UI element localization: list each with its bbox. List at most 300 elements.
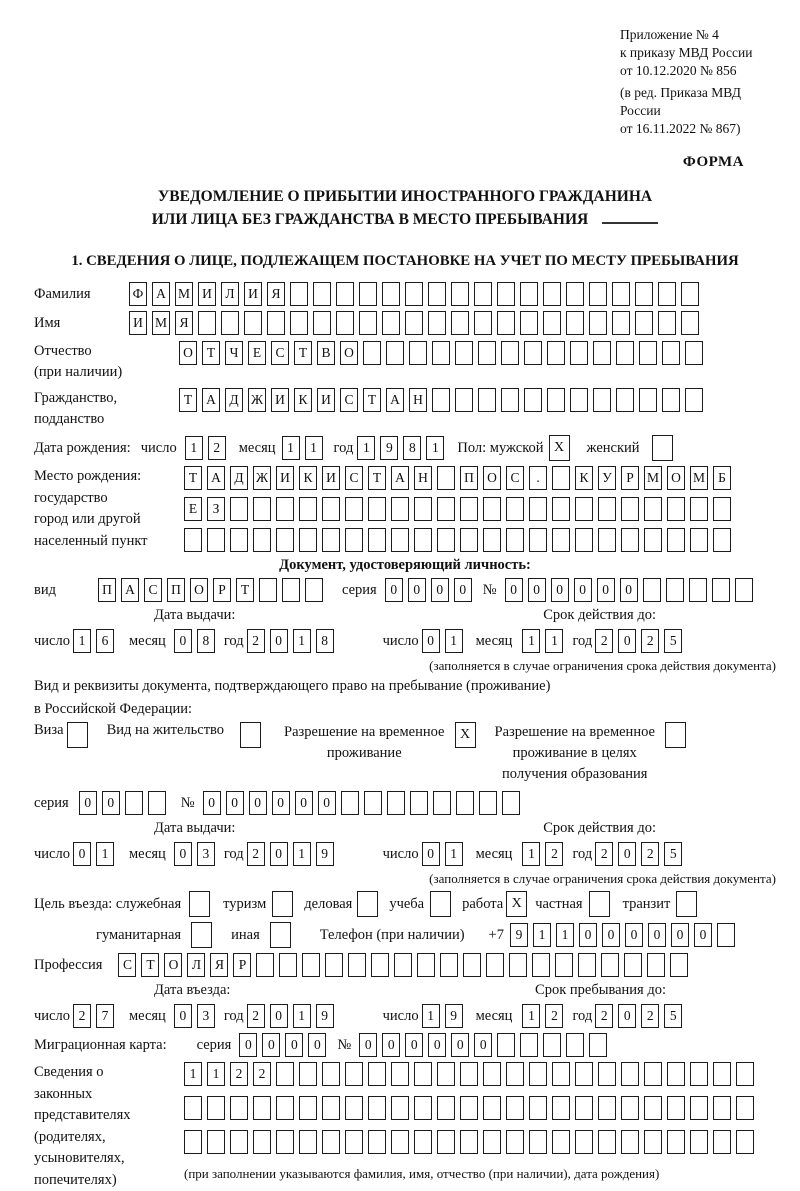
birth-day-cell-2[interactable]: 2 bbox=[208, 436, 226, 460]
legal-reps-line2-cell-8[interactable] bbox=[345, 1096, 363, 1120]
doc-valid-year-cell-1[interactable]: 2 bbox=[595, 629, 613, 653]
phone-cell-6[interactable]: 0 bbox=[625, 923, 643, 947]
birthplace-line1-cell-8[interactable]: С bbox=[345, 466, 363, 490]
legal-reps-line3-cell-10[interactable] bbox=[391, 1130, 409, 1154]
citizenship-cell-18[interactable] bbox=[570, 388, 588, 412]
given-name-cell-1[interactable]: И bbox=[129, 311, 147, 335]
profession-cell-4[interactable]: Л bbox=[187, 953, 205, 977]
profession-cell-10[interactable] bbox=[325, 953, 343, 977]
legal-reps-line3-cell-13[interactable] bbox=[460, 1130, 478, 1154]
migration-number-cell-5[interactable]: 0 bbox=[451, 1033, 469, 1057]
birthplace-line2-cell-9[interactable] bbox=[368, 497, 386, 521]
surname-cell-1[interactable]: Ф bbox=[129, 282, 147, 306]
given-name-cell-11[interactable] bbox=[359, 311, 377, 335]
migration-number-cell-1[interactable]: 0 bbox=[359, 1033, 377, 1057]
legal-reps-line1-cell-10[interactable] bbox=[391, 1062, 409, 1086]
migration-series-cell-4[interactable]: 0 bbox=[308, 1033, 326, 1057]
birthplace-line3-cell-3[interactable] bbox=[230, 528, 248, 552]
permit-issue-day-cell-1[interactable]: 0 bbox=[73, 842, 91, 866]
citizenship-cell-21[interactable] bbox=[639, 388, 657, 412]
migration-series-cell-2[interactable]: 0 bbox=[262, 1033, 280, 1057]
permit-valid-year-cell-1[interactable]: 2 bbox=[595, 842, 613, 866]
phone-cell-5[interactable]: 0 bbox=[602, 923, 620, 947]
citizenship-cell-22[interactable] bbox=[662, 388, 680, 412]
permit-number-cell-1[interactable]: 0 bbox=[203, 791, 221, 815]
birthplace-line1-cell-20[interactable]: Р bbox=[621, 466, 639, 490]
birthplace-line2-cell-3[interactable] bbox=[230, 497, 248, 521]
birthplace-line1-cell-3[interactable]: Д bbox=[230, 466, 248, 490]
birthplace-line2-cell-16[interactable] bbox=[529, 497, 547, 521]
given-name-cell-23[interactable] bbox=[635, 311, 653, 335]
citizenship-cell-23[interactable] bbox=[685, 388, 703, 412]
permit-number-cell-10[interactable] bbox=[410, 791, 428, 815]
birthplace-line3-cell-14[interactable] bbox=[483, 528, 501, 552]
purpose-turizm-checkbox[interactable] bbox=[272, 891, 293, 917]
legal-reps-line3-cell-11[interactable] bbox=[414, 1130, 432, 1154]
birthplace-line3-cell-15[interactable] bbox=[506, 528, 524, 552]
legal-reps-line1-cell-19[interactable] bbox=[598, 1062, 616, 1086]
surname-cell-24[interactable] bbox=[658, 282, 676, 306]
birth-year-cell-4[interactable]: 1 bbox=[426, 436, 444, 460]
birthplace-line1-cell-13[interactable]: П bbox=[460, 466, 478, 490]
doc-issue-month-cell-1[interactable]: 0 bbox=[174, 629, 192, 653]
surname-cell-18[interactable] bbox=[520, 282, 538, 306]
birthplace-line1-cell-5[interactable]: И bbox=[276, 466, 294, 490]
profession-cell-22[interactable] bbox=[601, 953, 619, 977]
profession-cell-23[interactable] bbox=[624, 953, 642, 977]
given-name-cell-10[interactable] bbox=[336, 311, 354, 335]
surname-cell-3[interactable]: М bbox=[175, 282, 193, 306]
birthplace-line1-cell-7[interactable]: И bbox=[322, 466, 340, 490]
birthplace-line1-cell-23[interactable]: М bbox=[690, 466, 708, 490]
permit-number-cell-7[interactable] bbox=[341, 791, 359, 815]
legal-reps-line3-cell-3[interactable] bbox=[230, 1130, 248, 1154]
legal-reps-line3-cell-25[interactable] bbox=[736, 1130, 754, 1154]
doc-number-cell-1[interactable]: 0 bbox=[505, 578, 523, 602]
citizenship-cell-13[interactable] bbox=[455, 388, 473, 412]
purpose-rabota-checkbox[interactable]: X bbox=[506, 891, 527, 917]
legal-reps-line2-cell-10[interactable] bbox=[391, 1096, 409, 1120]
migration-number-cell-7[interactable] bbox=[497, 1033, 515, 1057]
migration-number-cell-8[interactable] bbox=[520, 1033, 538, 1057]
profession-cell-6[interactable]: Р bbox=[233, 953, 251, 977]
sex-male-checkbox[interactable]: X bbox=[549, 435, 570, 461]
purpose-chastnaya-checkbox[interactable] bbox=[589, 891, 610, 917]
birthplace-line1-cell-10[interactable]: А bbox=[391, 466, 409, 490]
given-name-cell-4[interactable] bbox=[198, 311, 216, 335]
given-name-cell-12[interactable] bbox=[382, 311, 400, 335]
surname-cell-23[interactable] bbox=[635, 282, 653, 306]
migration-number-cell-2[interactable]: 0 bbox=[382, 1033, 400, 1057]
legal-reps-line3-cell-5[interactable] bbox=[276, 1130, 294, 1154]
birthplace-line1-cell-9[interactable]: Т bbox=[368, 466, 386, 490]
birthplace-line2-cell-4[interactable] bbox=[253, 497, 271, 521]
birthplace-line2-cell-6[interactable] bbox=[299, 497, 317, 521]
birthplace-line3-cell-20[interactable] bbox=[621, 528, 639, 552]
legal-reps-line3-cell-20[interactable] bbox=[621, 1130, 639, 1154]
birthplace-line3-cell-13[interactable] bbox=[460, 528, 478, 552]
doc-issue-year-cell-4[interactable]: 8 bbox=[316, 629, 334, 653]
birthplace-line3-cell-24[interactable] bbox=[713, 528, 731, 552]
permit-series-cell-3[interactable] bbox=[125, 791, 143, 815]
birth-day-cell-1[interactable]: 1 bbox=[185, 436, 203, 460]
permit-number-cell-6[interactable]: 0 bbox=[318, 791, 336, 815]
surname-cell-13[interactable] bbox=[405, 282, 423, 306]
migration-number-cell-9[interactable] bbox=[543, 1033, 561, 1057]
doc-issue-month-cell-2[interactable]: 8 bbox=[197, 629, 215, 653]
patronymic-cell-20[interactable] bbox=[616, 341, 634, 365]
birth-month-cell-2[interactable]: 1 bbox=[305, 436, 323, 460]
doc-number-cell-3[interactable]: 0 bbox=[551, 578, 569, 602]
permit-valid-year-cell-2[interactable]: 0 bbox=[618, 842, 636, 866]
legal-reps-line2-cell-19[interactable] bbox=[598, 1096, 616, 1120]
migration-number-cell-11[interactable] bbox=[589, 1033, 607, 1057]
citizenship-cell-6[interactable]: К bbox=[294, 388, 312, 412]
birthplace-line2-cell-14[interactable] bbox=[483, 497, 501, 521]
profession-cell-3[interactable]: О bbox=[164, 953, 182, 977]
sex-female-checkbox[interactable] bbox=[652, 435, 673, 461]
permit-number-cell-3[interactable]: 0 bbox=[249, 791, 267, 815]
given-name-cell-16[interactable] bbox=[474, 311, 492, 335]
patronymic-cell-14[interactable] bbox=[478, 341, 496, 365]
legal-reps-line3-cell-16[interactable] bbox=[529, 1130, 547, 1154]
doc-issue-day-cell-1[interactable]: 1 bbox=[73, 629, 91, 653]
stay-month-cell-2[interactable]: 2 bbox=[545, 1004, 563, 1028]
birthplace-line2-cell-2[interactable]: З bbox=[207, 497, 225, 521]
birthplace-line3-cell-5[interactable] bbox=[276, 528, 294, 552]
birthplace-line1-cell-21[interactable]: М bbox=[644, 466, 662, 490]
birthplace-line1-cell-4[interactable]: Ж bbox=[253, 466, 271, 490]
legal-reps-line2-cell-13[interactable] bbox=[460, 1096, 478, 1120]
birthplace-line2-cell-17[interactable] bbox=[552, 497, 570, 521]
permit-number-cell-2[interactable]: 0 bbox=[226, 791, 244, 815]
profession-cell-2[interactable]: Т bbox=[141, 953, 159, 977]
doc-series-cell-3[interactable]: 0 bbox=[431, 578, 449, 602]
birthplace-line1-cell-14[interactable]: О bbox=[483, 466, 501, 490]
phone-cell-1[interactable]: 9 bbox=[510, 923, 528, 947]
surname-cell-14[interactable] bbox=[428, 282, 446, 306]
birthplace-line3-cell-10[interactable] bbox=[391, 528, 409, 552]
patronymic-cell-11[interactable] bbox=[409, 341, 427, 365]
given-name-cell-19[interactable] bbox=[543, 311, 561, 335]
birthplace-line2-cell-7[interactable] bbox=[322, 497, 340, 521]
given-name-cell-14[interactable] bbox=[428, 311, 446, 335]
legal-reps-line1-cell-21[interactable] bbox=[644, 1062, 662, 1086]
permit-issue-year-cell-3[interactable]: 1 bbox=[293, 842, 311, 866]
given-name-cell-3[interactable]: Я bbox=[175, 311, 193, 335]
citizenship-cell-2[interactable]: А bbox=[202, 388, 220, 412]
legal-reps-line1-cell-4[interactable]: 2 bbox=[253, 1062, 271, 1086]
permit-issue-year-cell-4[interactable]: 9 bbox=[316, 842, 334, 866]
entry-year-cell-4[interactable]: 9 bbox=[316, 1004, 334, 1028]
profession-cell-12[interactable] bbox=[371, 953, 389, 977]
permit-number-cell-8[interactable] bbox=[364, 791, 382, 815]
purpose-ucheba-checkbox[interactable] bbox=[430, 891, 451, 917]
entry-month-cell-1[interactable]: 0 bbox=[174, 1004, 192, 1028]
patronymic-cell-5[interactable]: С bbox=[271, 341, 289, 365]
doc-number-cell-11[interactable] bbox=[735, 578, 753, 602]
legal-reps-line2-cell-23[interactable] bbox=[690, 1096, 708, 1120]
permit-valid-day-cell-1[interactable]: 0 bbox=[422, 842, 440, 866]
doc-valid-day-cell-2[interactable]: 1 bbox=[445, 629, 463, 653]
birthplace-line3-cell-16[interactable] bbox=[529, 528, 547, 552]
birthplace-line2-cell-24[interactable] bbox=[713, 497, 731, 521]
legal-reps-line3-cell-4[interactable] bbox=[253, 1130, 271, 1154]
surname-cell-21[interactable] bbox=[589, 282, 607, 306]
legal-reps-line1-cell-8[interactable] bbox=[345, 1062, 363, 1086]
legal-reps-line1-cell-12[interactable] bbox=[437, 1062, 455, 1086]
legal-reps-line3-cell-8[interactable] bbox=[345, 1130, 363, 1154]
legal-reps-line1-cell-13[interactable] bbox=[460, 1062, 478, 1086]
legal-reps-line3-cell-1[interactable] bbox=[184, 1130, 202, 1154]
birthplace-line2-cell-12[interactable] bbox=[437, 497, 455, 521]
surname-cell-19[interactable] bbox=[543, 282, 561, 306]
permit-series-cell-2[interactable]: 0 bbox=[102, 791, 120, 815]
birthplace-line1-cell-17[interactable] bbox=[552, 466, 570, 490]
birthplace-line1-cell-15[interactable]: С bbox=[506, 466, 524, 490]
birthplace-line1-cell-1[interactable]: Т bbox=[184, 466, 202, 490]
profession-cell-16[interactable] bbox=[463, 953, 481, 977]
legal-reps-line3-cell-12[interactable] bbox=[437, 1130, 455, 1154]
purpose-delovaya-checkbox[interactable] bbox=[357, 891, 378, 917]
entry-year-cell-2[interactable]: 0 bbox=[270, 1004, 288, 1028]
birthplace-line3-cell-2[interactable] bbox=[207, 528, 225, 552]
permit-valid-year-cell-4[interactable]: 5 bbox=[664, 842, 682, 866]
legal-reps-line2-cell-12[interactable] bbox=[437, 1096, 455, 1120]
patronymic-cell-13[interactable] bbox=[455, 341, 473, 365]
birthplace-line1-cell-19[interactable]: У bbox=[598, 466, 616, 490]
given-name-cell-15[interactable] bbox=[451, 311, 469, 335]
stay-day-cell-1[interactable]: 1 bbox=[422, 1004, 440, 1028]
profession-cell-11[interactable] bbox=[348, 953, 366, 977]
purpose-gumanitarnaya-checkbox[interactable] bbox=[191, 922, 212, 948]
birthplace-line3-cell-4[interactable] bbox=[253, 528, 271, 552]
stay-year-cell-2[interactable]: 0 bbox=[618, 1004, 636, 1028]
patronymic-cell-4[interactable]: Е bbox=[248, 341, 266, 365]
legal-reps-line1-cell-9[interactable] bbox=[368, 1062, 386, 1086]
birthplace-line3-cell-6[interactable] bbox=[299, 528, 317, 552]
doc-valid-year-cell-3[interactable]: 2 bbox=[641, 629, 659, 653]
legal-reps-line1-cell-20[interactable] bbox=[621, 1062, 639, 1086]
citizenship-cell-19[interactable] bbox=[593, 388, 611, 412]
stay-year-cell-1[interactable]: 2 bbox=[595, 1004, 613, 1028]
citizenship-cell-1[interactable]: Т bbox=[179, 388, 197, 412]
birthplace-line2-cell-11[interactable] bbox=[414, 497, 432, 521]
purpose-sluzhebnaya-checkbox[interactable] bbox=[189, 891, 210, 917]
citizenship-cell-15[interactable] bbox=[501, 388, 519, 412]
doc-type-cell-5[interactable]: О bbox=[190, 578, 208, 602]
legal-reps-line1-cell-6[interactable] bbox=[299, 1062, 317, 1086]
legal-reps-line2-cell-11[interactable] bbox=[414, 1096, 432, 1120]
legal-reps-line1-cell-22[interactable] bbox=[667, 1062, 685, 1086]
legal-reps-line2-cell-18[interactable] bbox=[575, 1096, 593, 1120]
permit-number-cell-13[interactable] bbox=[479, 791, 497, 815]
legal-reps-line2-cell-6[interactable] bbox=[299, 1096, 317, 1120]
legal-reps-line2-cell-5[interactable] bbox=[276, 1096, 294, 1120]
legal-reps-line1-cell-3[interactable]: 2 bbox=[230, 1062, 248, 1086]
profession-cell-7[interactable] bbox=[256, 953, 274, 977]
citizenship-cell-5[interactable]: И bbox=[271, 388, 289, 412]
birthplace-line3-cell-19[interactable] bbox=[598, 528, 616, 552]
permit-series-cell-4[interactable] bbox=[148, 791, 166, 815]
doc-type-cell-6[interactable]: Р bbox=[213, 578, 231, 602]
citizenship-cell-4[interactable]: Ж bbox=[248, 388, 266, 412]
purpose-tranzit-checkbox[interactable] bbox=[676, 891, 697, 917]
given-name-cell-5[interactable] bbox=[221, 311, 239, 335]
birth-year-cell-3[interactable]: 8 bbox=[403, 436, 421, 460]
doc-type-cell-4[interactable]: П bbox=[167, 578, 185, 602]
birthplace-line1-cell-12[interactable] bbox=[437, 466, 455, 490]
given-name-cell-7[interactable] bbox=[267, 311, 285, 335]
doc-number-cell-10[interactable] bbox=[712, 578, 730, 602]
legal-reps-line3-cell-24[interactable] bbox=[713, 1130, 731, 1154]
patronymic-cell-7[interactable]: В bbox=[317, 341, 335, 365]
migration-number-cell-10[interactable] bbox=[566, 1033, 584, 1057]
profession-cell-20[interactable] bbox=[555, 953, 573, 977]
given-name-cell-8[interactable] bbox=[290, 311, 308, 335]
legal-reps-line1-cell-15[interactable] bbox=[506, 1062, 524, 1086]
legal-reps-line2-cell-24[interactable] bbox=[713, 1096, 731, 1120]
phone-cell-9[interactable]: 0 bbox=[694, 923, 712, 947]
legal-reps-line2-cell-16[interactable] bbox=[529, 1096, 547, 1120]
profession-cell-19[interactable] bbox=[532, 953, 550, 977]
legal-reps-line3-cell-2[interactable] bbox=[207, 1130, 225, 1154]
doc-issue-year-cell-3[interactable]: 1 bbox=[293, 629, 311, 653]
legal-reps-line3-cell-17[interactable] bbox=[552, 1130, 570, 1154]
permit-number-cell-4[interactable]: 0 bbox=[272, 791, 290, 815]
given-name-cell-17[interactable] bbox=[497, 311, 515, 335]
given-name-cell-24[interactable] bbox=[658, 311, 676, 335]
entry-year-cell-3[interactable]: 1 bbox=[293, 1004, 311, 1028]
patronymic-cell-16[interactable] bbox=[524, 341, 542, 365]
migration-series-cell-1[interactable]: 0 bbox=[239, 1033, 257, 1057]
surname-cell-7[interactable]: Я bbox=[267, 282, 285, 306]
patronymic-cell-8[interactable]: О bbox=[340, 341, 358, 365]
legal-reps-line2-cell-15[interactable] bbox=[506, 1096, 524, 1120]
birthplace-line2-cell-18[interactable] bbox=[575, 497, 593, 521]
permit-issue-month-cell-2[interactable]: 3 bbox=[197, 842, 215, 866]
permit-number-cell-12[interactable] bbox=[456, 791, 474, 815]
citizenship-cell-20[interactable] bbox=[616, 388, 634, 412]
doc-series-cell-4[interactable]: 0 bbox=[454, 578, 472, 602]
legal-reps-line2-cell-4[interactable] bbox=[253, 1096, 271, 1120]
doc-number-cell-2[interactable]: 0 bbox=[528, 578, 546, 602]
migration-number-cell-3[interactable]: 0 bbox=[405, 1033, 423, 1057]
birthplace-line2-cell-5[interactable] bbox=[276, 497, 294, 521]
surname-cell-10[interactable] bbox=[336, 282, 354, 306]
legal-reps-line1-cell-1[interactable]: 1 bbox=[184, 1062, 202, 1086]
doc-series-cell-2[interactable]: 0 bbox=[408, 578, 426, 602]
entry-year-cell-1[interactable]: 2 bbox=[247, 1004, 265, 1028]
patronymic-cell-10[interactable] bbox=[386, 341, 404, 365]
birthplace-line3-cell-18[interactable] bbox=[575, 528, 593, 552]
permit-number-cell-5[interactable]: 0 bbox=[295, 791, 313, 815]
birthplace-line3-cell-8[interactable] bbox=[345, 528, 363, 552]
doc-number-cell-4[interactable]: 0 bbox=[574, 578, 592, 602]
surname-cell-4[interactable]: И bbox=[198, 282, 216, 306]
phone-cell-3[interactable]: 1 bbox=[556, 923, 574, 947]
profession-cell-21[interactable] bbox=[578, 953, 596, 977]
legal-reps-line2-cell-3[interactable] bbox=[230, 1096, 248, 1120]
profession-cell-13[interactable] bbox=[394, 953, 412, 977]
permit-valid-month-cell-2[interactable]: 2 bbox=[545, 842, 563, 866]
birth-year-cell-1[interactable]: 1 bbox=[357, 436, 375, 460]
surname-cell-22[interactable] bbox=[612, 282, 630, 306]
doc-type-cell-8[interactable] bbox=[259, 578, 277, 602]
profession-cell-1[interactable]: С bbox=[118, 953, 136, 977]
birthplace-line1-cell-6[interactable]: К bbox=[299, 466, 317, 490]
birthplace-line1-cell-11[interactable]: Н bbox=[414, 466, 432, 490]
legal-reps-line1-cell-7[interactable] bbox=[322, 1062, 340, 1086]
profession-cell-24[interactable] bbox=[647, 953, 665, 977]
profession-cell-5[interactable]: Я bbox=[210, 953, 228, 977]
patronymic-cell-1[interactable]: О bbox=[179, 341, 197, 365]
citizenship-cell-14[interactable] bbox=[478, 388, 496, 412]
birthplace-line2-cell-22[interactable] bbox=[667, 497, 685, 521]
stay-day-cell-2[interactable]: 9 bbox=[445, 1004, 463, 1028]
birthplace-line3-cell-12[interactable] bbox=[437, 528, 455, 552]
birthplace-line2-cell-20[interactable] bbox=[621, 497, 639, 521]
given-name-cell-13[interactable] bbox=[405, 311, 423, 335]
stay-year-cell-3[interactable]: 2 bbox=[641, 1004, 659, 1028]
doc-issue-year-cell-1[interactable]: 2 bbox=[247, 629, 265, 653]
permit-issue-month-cell-1[interactable]: 0 bbox=[174, 842, 192, 866]
legal-reps-line1-cell-2[interactable]: 1 bbox=[207, 1062, 225, 1086]
given-name-cell-22[interactable] bbox=[612, 311, 630, 335]
legal-reps-line2-cell-14[interactable] bbox=[483, 1096, 501, 1120]
birthplace-line3-cell-1[interactable] bbox=[184, 528, 202, 552]
birth-year-cell-2[interactable]: 9 bbox=[380, 436, 398, 460]
legal-reps-line1-cell-11[interactable] bbox=[414, 1062, 432, 1086]
patronymic-cell-23[interactable] bbox=[685, 341, 703, 365]
legal-reps-line1-cell-16[interactable] bbox=[529, 1062, 547, 1086]
temp-residence-education-checkbox[interactable] bbox=[665, 722, 686, 748]
legal-reps-line3-cell-22[interactable] bbox=[667, 1130, 685, 1154]
birthplace-line2-cell-19[interactable] bbox=[598, 497, 616, 521]
surname-cell-12[interactable] bbox=[382, 282, 400, 306]
birthplace-line1-cell-18[interactable]: К bbox=[575, 466, 593, 490]
birthplace-line2-cell-15[interactable] bbox=[506, 497, 524, 521]
legal-reps-line3-cell-9[interactable] bbox=[368, 1130, 386, 1154]
doc-valid-year-cell-4[interactable]: 5 bbox=[664, 629, 682, 653]
legal-reps-line1-cell-5[interactable] bbox=[276, 1062, 294, 1086]
citizenship-cell-17[interactable] bbox=[547, 388, 565, 412]
birthplace-line2-cell-23[interactable] bbox=[690, 497, 708, 521]
patronymic-cell-18[interactable] bbox=[570, 341, 588, 365]
given-name-cell-2[interactable]: М bbox=[152, 311, 170, 335]
citizenship-cell-7[interactable]: И bbox=[317, 388, 335, 412]
legal-reps-line1-cell-18[interactable] bbox=[575, 1062, 593, 1086]
legal-reps-line1-cell-23[interactable] bbox=[690, 1062, 708, 1086]
given-name-cell-6[interactable] bbox=[244, 311, 262, 335]
legal-reps-line1-cell-24[interactable] bbox=[713, 1062, 731, 1086]
birthplace-line1-cell-22[interactable]: О bbox=[667, 466, 685, 490]
doc-issue-day-cell-2[interactable]: 6 bbox=[96, 629, 114, 653]
birthplace-line3-cell-22[interactable] bbox=[667, 528, 685, 552]
migration-number-cell-6[interactable]: 0 bbox=[474, 1033, 492, 1057]
birthplace-line2-cell-10[interactable] bbox=[391, 497, 409, 521]
surname-cell-15[interactable] bbox=[451, 282, 469, 306]
legal-reps-line3-cell-18[interactable] bbox=[575, 1130, 593, 1154]
doc-type-cell-9[interactable] bbox=[282, 578, 300, 602]
patronymic-cell-19[interactable] bbox=[593, 341, 611, 365]
given-name-cell-21[interactable] bbox=[589, 311, 607, 335]
doc-number-cell-7[interactable] bbox=[643, 578, 661, 602]
citizenship-cell-16[interactable] bbox=[524, 388, 542, 412]
permit-number-cell-14[interactable] bbox=[502, 791, 520, 815]
legal-reps-line3-cell-19[interactable] bbox=[598, 1130, 616, 1154]
doc-series-cell-1[interactable]: 0 bbox=[385, 578, 403, 602]
